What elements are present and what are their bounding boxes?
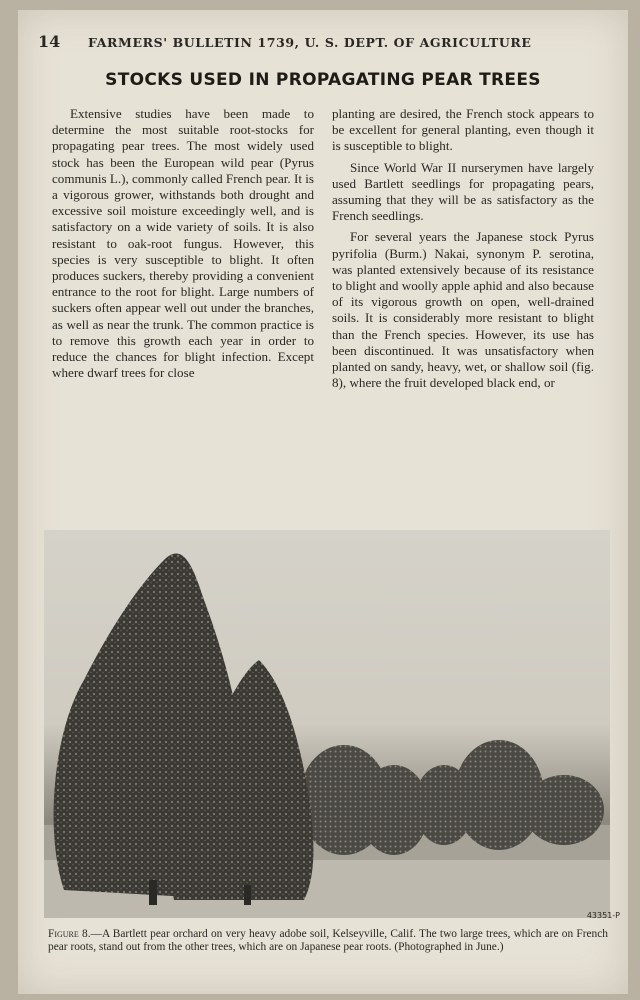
book-page [18, 10, 628, 994]
right-paragraph-3: For several years the Japanese stock Pyrus pyrifolia (Burm.) Nakai, synonym P. serotina, was planted extensively because of its resistance to blight and woolly apple aphid and also because of its vigorous growth on open, well-drained soils. It is considerably more resistant to blight than the French species. However, its use has been discontinued. It was unsatisfactory when planted on sandy, heavy, wet, or shallow soil (fig. 8), where the fruit developed black end, or [332, 229, 594, 391]
figure-caption [48, 928, 608, 954]
caption-lead: Figure 8. [48, 928, 91, 940]
photo-id: 43351-P [586, 911, 620, 920]
left-column [52, 106, 314, 381]
right-paragraph-2: Since World War II nurserymen have largely used Bartlett seedlings for propagating pears, assuming that they will be as satisfactory as the French seedlings. [332, 159, 594, 224]
running-title: FARMERS' BULLETIN 1739, U. S. DEPT. OF AGRICULTURE [88, 35, 532, 50]
page-number: 14 [38, 32, 61, 51]
orchard-photograph [44, 530, 610, 918]
left-paragraph-1: Extensive studies have been made to determine the most suitable root-stocks for propagating pear trees. The most widely used stock has been the European wild pear (Pyrus communis L.), commonly called French pear. It is a vigorous grower, withstands both drought and excessive soil moisture exceedingly well, and is satisfactory on a wide variety of soils. It is also resistant to oak-root fungus. However, this species is very susceptible to blight. It often produces suckers, thereby providing a convenient entrance to the root for blight. Large numbers of suckers often appear well out under the branches, as well as near the trunk. The common practice is to remove this growth each year in order to reduce the chances for blight infection. Except where dwarf trees for close [52, 106, 314, 381]
caption-text: —A Bartlett pear orchard on very heavy adobe soil, Kelseyville, Calif. The two large trees, which are on French pear roots, stand out from the other trees, which are on Japanese pear roots. (Photographed in June.) [48, 928, 608, 953]
right-paragraph-1: planting are desired, the French stock appears to be excellent for general planting, even though it is susceptible to blight. [332, 106, 594, 154]
right-column [332, 106, 594, 391]
section-title: STOCKS USED IN PROPAGATING PEAR TREES [105, 70, 541, 90]
running-header [38, 32, 598, 51]
orchard-photo-illustration [44, 530, 610, 918]
